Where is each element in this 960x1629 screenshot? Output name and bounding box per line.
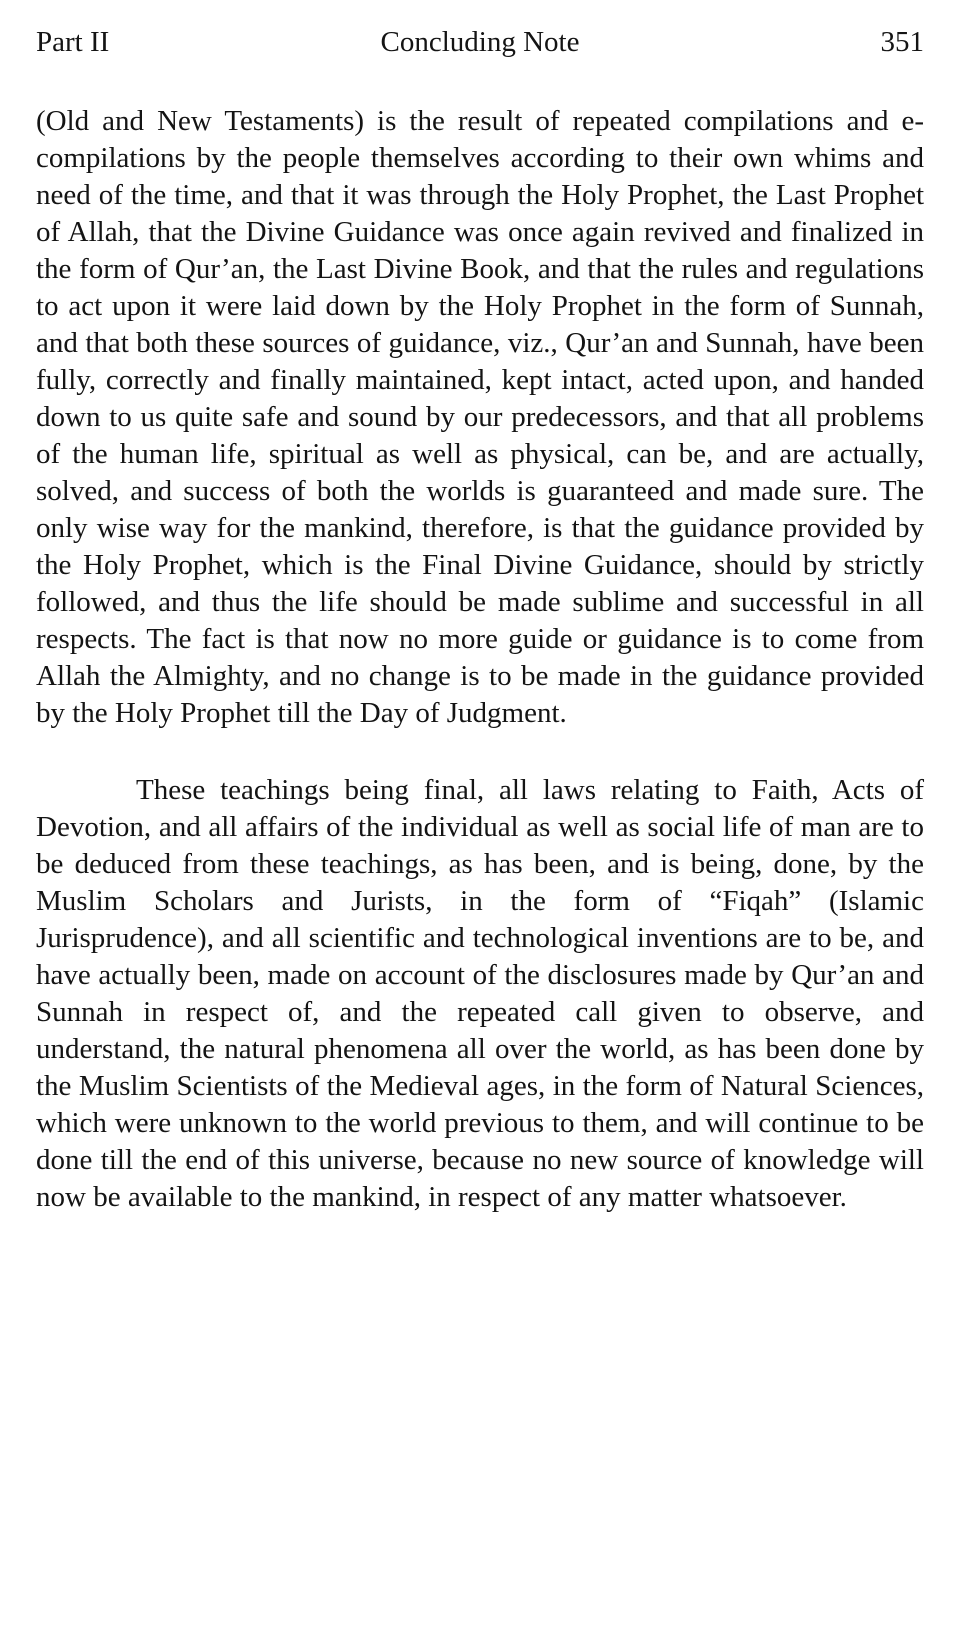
page-body bbox=[36, 103, 924, 1216]
body-paragraph: (Old and New Testaments) is the result of repeated compilations and e-compilations by the people themselves according to their own whims and need of the time, and that it was through the Holy Prophet, the Last Prophet of Allah, that the Divine Guidance was once again revived and finalized in the form of Qur’an, the Last Divine Book, and that the rules and regulations to act upon it were laid down by the Holy Prophet in the form of Sunnah, and that both these sources of guidance, viz., Qur’an and Sunnah, have been fully, correctly and finally maintained, kept intact, acted upon, and handed down to us quite safe and sound by our predecessors, and that all problems of the human life, spiritual as well as physical, can be, and are actually, solved, and success of both the worlds is guaranteed and made sure. The only wise way for the mankind, therefore, is that the guidance provided by the Holy Prophet, which is the Final Divine Guidance, should by strictly followed, and thus the life should be made sublime and successful in all respects. The fact is that now no more guide or guidance is to come from Allah the Almighty, and no change is to be made in the guidance provided by the Holy Prophet till the Day of Judgment. bbox=[36, 105, 924, 729]
part-label: Part II bbox=[36, 26, 110, 58]
running-header bbox=[36, 24, 924, 61]
page-number: 351 bbox=[880, 26, 924, 58]
chapter-title: Concluding Note bbox=[380, 26, 580, 58]
body-paragraph: These teachings being final, all laws relating to Faith, Acts of Devotion, and all affairs of the individual as well as social life of man are to be deduced from these teachings, as has been, and is being, done, by the Muslim Scholars and Jurists, in the form of “Fiqah” (Islamic Jurisprudence), and all scientific and technological inventions are to be, and have actually been, made on account of the disclosures made by Qur’an and Sunnah in respect of, and the repeated call given to observe, and understand, the natural phenomena all over the world, as has been done by the Muslim Scientists of the Medieval ages, in the form of Natural Sciences, which were unknown to the world previous to them, and will continue to be done till the end of this universe, because no new source of knowledge will now be available to the mankind, in respect of any matter whatsoever. bbox=[36, 774, 924, 1213]
